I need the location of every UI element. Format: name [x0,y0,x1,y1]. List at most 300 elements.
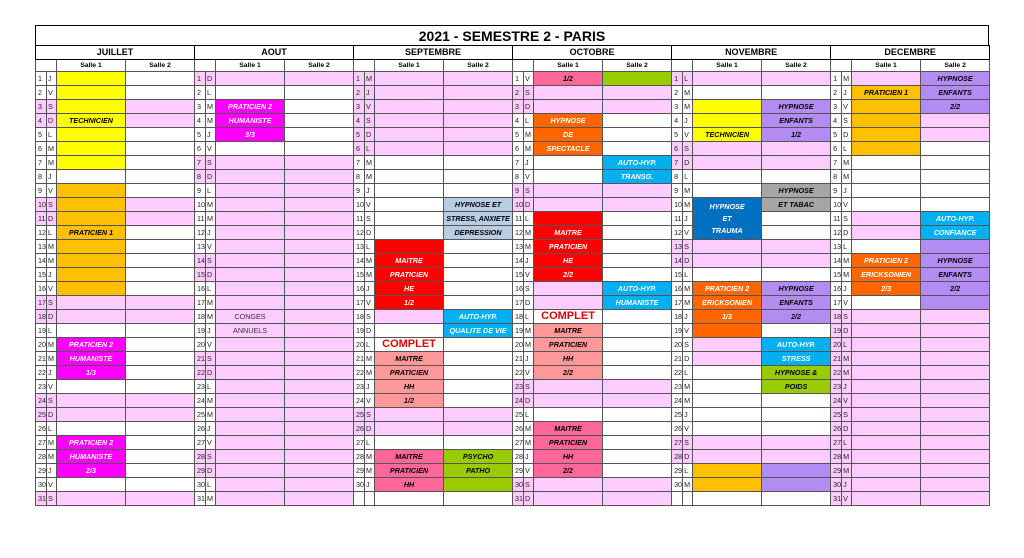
room-header: Salle 1 [534,60,603,72]
day-number: 25 [195,408,206,422]
day-letter: J [683,408,693,422]
day-number: 4 [36,114,47,128]
day-letter: S [365,408,375,422]
schedule-cell [57,324,126,338]
day-number: 10 [354,198,365,212]
day-number: 27 [831,436,842,450]
session-label: CONGES [216,310,285,324]
day-letter: M [365,170,375,184]
schedule-cell [216,408,285,422]
day-letter: J [842,380,852,394]
schedule-cell [375,170,444,184]
schedule-cell [921,352,990,366]
schedule-cell [216,142,285,156]
schedule-cell [444,478,513,492]
session-label: HH [534,450,603,464]
day-number: 28 [195,450,206,464]
day-letter: D [47,408,57,422]
month-header-decembre: DECEMBRE [831,46,990,60]
session-label: PSYCHO [444,450,513,464]
schedule-cell [285,408,354,422]
day-letter: S [47,492,57,506]
day-number: 3 [354,100,365,114]
session-label: ERICKSONIEN [852,268,921,282]
schedule-cell [534,156,603,170]
schedule-cell [126,478,195,492]
schedule-cell [693,184,762,198]
schedule-cell [852,492,921,506]
session-label: HYPNOSE [762,184,831,198]
schedule-cell [285,422,354,436]
schedule-cell [603,198,672,212]
schedule-cell [216,380,285,394]
schedule-cell [126,408,195,422]
day-number: 9 [513,184,524,198]
day-letter: M [842,352,852,366]
day-letter: M [842,450,852,464]
day-letter: J [365,184,375,198]
schedule-cell [852,226,921,240]
day-number: 23 [195,380,206,394]
day-number: 23 [672,380,683,394]
schedule-cell [603,310,672,324]
day-number: 5 [195,128,206,142]
schedule-cell [693,422,762,436]
day-letter: J [47,268,57,282]
session-label: 2/2 [534,366,603,380]
day-letter: M [524,240,534,254]
day-letter: D [683,450,693,464]
month-header-octobre: OCTOBRE [513,46,672,60]
day-letter [683,492,693,506]
day-number: 18 [36,310,47,324]
room-header: Salle 1 [216,60,285,72]
schedule-cell [444,268,513,282]
schedule-cell [762,422,831,436]
schedule-cell [126,310,195,324]
schedule-cell [57,184,126,198]
day-letter: M [524,128,534,142]
schedule-cell [921,310,990,324]
schedule-cell [921,114,990,128]
day-number: 27 [513,436,524,450]
day-number: 30 [354,478,365,492]
schedule-cell [852,170,921,184]
schedule-cell [126,254,195,268]
day-number: 9 [36,184,47,198]
schedule-cell [375,492,444,506]
schedule-cell [126,464,195,478]
day-number: 7 [513,156,524,170]
day-letter: M [683,282,693,296]
session-label: AUTO-HYP. [603,156,672,170]
day-letter: S [47,198,57,212]
schedule-cell [285,268,354,282]
schedule-cell [852,240,921,254]
day-letter: M [842,72,852,86]
day-letter: J [683,212,693,226]
schedule-cell [126,198,195,212]
day-letter: V [842,198,852,212]
session-label: PRATICIEN 2 [57,436,126,450]
day-number: 31 [831,492,842,506]
day-number: 2 [513,86,524,100]
schedule-cell [216,338,285,352]
session-label: PRATICIEN [534,240,603,254]
day-number: 28 [354,450,365,464]
day-letter: S [842,212,852,226]
schedule-cell [921,142,990,156]
schedule-cell [921,422,990,436]
day-number: 13 [36,240,47,254]
day-letter: L [683,72,693,86]
schedule-cell [216,254,285,268]
day-number: 25 [672,408,683,422]
day-letter: J [47,72,57,86]
day-letter: D [365,226,375,240]
day-letter: M [365,450,375,464]
day-letter: D [206,366,216,380]
day-number: 7 [672,156,683,170]
day-letter: S [524,184,534,198]
session-label: PRATICIEN [534,338,603,352]
day-number: 11 [354,212,365,226]
month-header-juillet: JUILLET [36,46,195,60]
schedule-cell [57,478,126,492]
day-number: 25 [36,408,47,422]
schedule-cell [126,170,195,184]
day-number: 2 [195,86,206,100]
schedule-cell [285,450,354,464]
schedule-cell [534,492,603,506]
day-row [36,464,990,478]
schedule-cell [285,394,354,408]
session-label: PATHO [444,464,513,478]
schedule-cell [693,450,762,464]
day-letter: L [842,338,852,352]
day-number: 16 [672,282,683,296]
day-letter: J [206,324,216,338]
day-letter: D [206,464,216,478]
schedule-cell [126,240,195,254]
schedule-cell [216,492,285,506]
day-number: 6 [195,142,206,156]
schedule-cell [693,394,762,408]
day-number: 1 [354,72,365,86]
schedule-cell [693,114,762,128]
session-label: HH [375,478,444,492]
room-header: Salle 1 [57,60,126,72]
day-number: 14 [195,254,206,268]
day-letter: L [206,282,216,296]
day-number: 4 [195,114,206,128]
schedule-cell [216,240,285,254]
schedule-cell [444,352,513,366]
day-number: 17 [354,296,365,310]
day-number: 31 [513,492,524,506]
day-number: 26 [36,422,47,436]
day-number: 25 [354,408,365,422]
schedule-cell [444,100,513,114]
schedule-cell [444,128,513,142]
day-letter: M [683,394,693,408]
day-row [36,198,990,212]
day-letter: V [524,464,534,478]
room-header: Salle 1 [693,60,762,72]
session-label: MAITRE [534,422,603,436]
schedule-cell [285,478,354,492]
schedule-cell [852,338,921,352]
day-letter: M [842,366,852,380]
day-number: 20 [513,338,524,352]
schedule-cell [444,156,513,170]
schedule-cell [852,408,921,422]
day-row [36,366,990,380]
day-row [36,450,990,464]
session-label: ENFANTS [762,114,831,128]
day-row [36,268,990,282]
day-letter: S [683,240,693,254]
day-number: 6 [831,142,842,156]
schedule-cell [762,86,831,100]
schedule-cell [534,282,603,296]
schedule-cell [852,310,921,324]
empty-cell [693,492,762,506]
schedule-cell [126,100,195,114]
day-number: 1 [831,72,842,86]
day-number: 27 [354,436,365,450]
page-title: 2021 - SEMESTRE 2 - PARIS [35,25,989,45]
day-letter: D [365,422,375,436]
day-number: 6 [513,142,524,156]
day-letter: M [206,212,216,226]
day-letter: V [683,422,693,436]
schedule-cell [693,352,762,366]
day-number: 5 [36,128,47,142]
day-letter: M [47,338,57,352]
semester-calendar-table [35,45,990,506]
day-number: 29 [513,464,524,478]
day-letter: D [47,212,57,226]
day-letter: M [47,352,57,366]
session-label: QUALITE DE VIE [444,324,513,338]
schedule-cell [126,436,195,450]
day-number: 19 [354,324,365,338]
day-number: 31 [36,492,47,506]
session-label: ET TABAC [762,198,831,212]
schedule-cell [852,394,921,408]
day-number: 26 [354,422,365,436]
day-number: 5 [354,128,365,142]
day-number: 29 [831,464,842,478]
day-letter: M [683,100,693,114]
day-number: 11 [195,212,206,226]
day-letter: S [206,450,216,464]
schedule-cell [921,338,990,352]
schedule-cell [444,282,513,296]
day-number: 4 [354,114,365,128]
schedule-cell [693,268,762,282]
day-letter: L [365,436,375,450]
day-letter [365,492,375,506]
day-number: 7 [36,156,47,170]
day-number: 29 [195,464,206,478]
schedule-cell [603,86,672,100]
schedule-cell [57,492,126,506]
day-row [36,142,990,156]
day-number [354,492,365,506]
schedule-cell [126,422,195,436]
room-header: Salle 1 [852,60,921,72]
schedule-cell [444,170,513,184]
day-number: 14 [354,254,365,268]
schedule-cell [126,268,195,282]
day-number: 24 [354,394,365,408]
day-number: 5 [513,128,524,142]
day-letter: J [47,464,57,478]
day-letter: D [524,296,534,310]
day-number: 8 [831,170,842,184]
schedule-cell [921,324,990,338]
day-number: 8 [354,170,365,184]
day-letter: V [365,100,375,114]
month-header-aout: AOUT [195,46,354,60]
schedule-cell [603,352,672,366]
schedule-cell [444,394,513,408]
schedule-cell [126,324,195,338]
schedule-cell [603,492,672,506]
day-number: 3 [672,100,683,114]
day-letter: S [206,254,216,268]
schedule-cell [57,268,126,282]
schedule-cell [852,324,921,338]
day-number: 17 [831,296,842,310]
day-row [36,408,990,422]
session-label: ANNUELS [216,324,285,338]
day-letter: M [365,72,375,86]
day-letter: S [365,114,375,128]
day-number: 7 [195,156,206,170]
schedule-cell [603,72,672,86]
day-letter: M [683,296,693,310]
day-row [36,310,990,324]
day-number: 12 [672,226,683,240]
day-letter: V [206,436,216,450]
schedule-cell [852,422,921,436]
day-number: 21 [831,352,842,366]
day-letter: L [47,422,57,436]
schedule-cell [852,212,921,226]
schedule-cell [603,254,672,268]
day-letter: V [206,338,216,352]
schedule-cell [375,226,444,240]
day-letter: M [524,142,534,156]
schedule-cell [216,184,285,198]
schedule-cell [57,72,126,86]
complet-label: COMPLET [534,310,603,324]
day-row [36,422,990,436]
schedule-cell [216,436,285,450]
day-letter: M [47,142,57,156]
day-number: 14 [831,254,842,268]
schedule-cell [693,142,762,156]
schedule-cell [375,212,444,226]
day-number: 8 [36,170,47,184]
schedule-cell [921,450,990,464]
schedule-cell [375,72,444,86]
day-number: 22 [513,366,524,380]
session-label: DEPRESSION [444,226,513,240]
day-letter: L [365,142,375,156]
schedule-cell [126,128,195,142]
day-letter: S [206,156,216,170]
schedule-cell [285,156,354,170]
schedule-cell [57,156,126,170]
day-number: 17 [672,296,683,310]
schedule-cell [603,464,672,478]
day-number: 30 [831,478,842,492]
session-label: STRESS [762,352,831,366]
day-number: 29 [672,464,683,478]
schedule-cell [126,114,195,128]
schedule-cell [921,240,990,254]
schedule-cell [126,450,195,464]
day-letter: L [683,170,693,184]
schedule-cell [285,226,354,240]
schedule-cell [126,142,195,156]
day-letter: D [842,324,852,338]
day-letter: M [47,240,57,254]
day-number: 26 [513,422,524,436]
schedule-cell [57,380,126,394]
day-number: 9 [672,184,683,198]
schedule-cell [603,408,672,422]
schedule-cell [57,170,126,184]
schedule-cell [603,450,672,464]
day-letter: V [365,198,375,212]
session-label: HE [375,282,444,296]
day-number: 14 [513,254,524,268]
day-number: 2 [354,86,365,100]
session-label: STRESS, ANXIETE [444,212,513,226]
session-label: HUMANISTE [57,352,126,366]
schedule-cell [126,394,195,408]
day-number: 16 [354,282,365,296]
session-label: ENFANTS [921,86,990,100]
day-row [36,394,990,408]
day-number: 22 [195,366,206,380]
day-number: 19 [672,324,683,338]
day-letter: M [365,254,375,268]
schedule-cell [57,394,126,408]
schedule-cell [126,72,195,86]
day-number: 20 [36,338,47,352]
schedule-cell [375,142,444,156]
day-number: 20 [354,338,365,352]
schedule-cell [852,184,921,198]
day-letter: S [842,310,852,324]
session-label: PRATICIEN [375,464,444,478]
schedule-cell [762,408,831,422]
day-letter: S [842,114,852,128]
schedule-cell [762,254,831,268]
day-row [36,156,990,170]
day-number: 24 [831,394,842,408]
schedule-cell [444,422,513,436]
day-letter: J [206,422,216,436]
schedule-cell [444,380,513,394]
schedule-cell [57,198,126,212]
